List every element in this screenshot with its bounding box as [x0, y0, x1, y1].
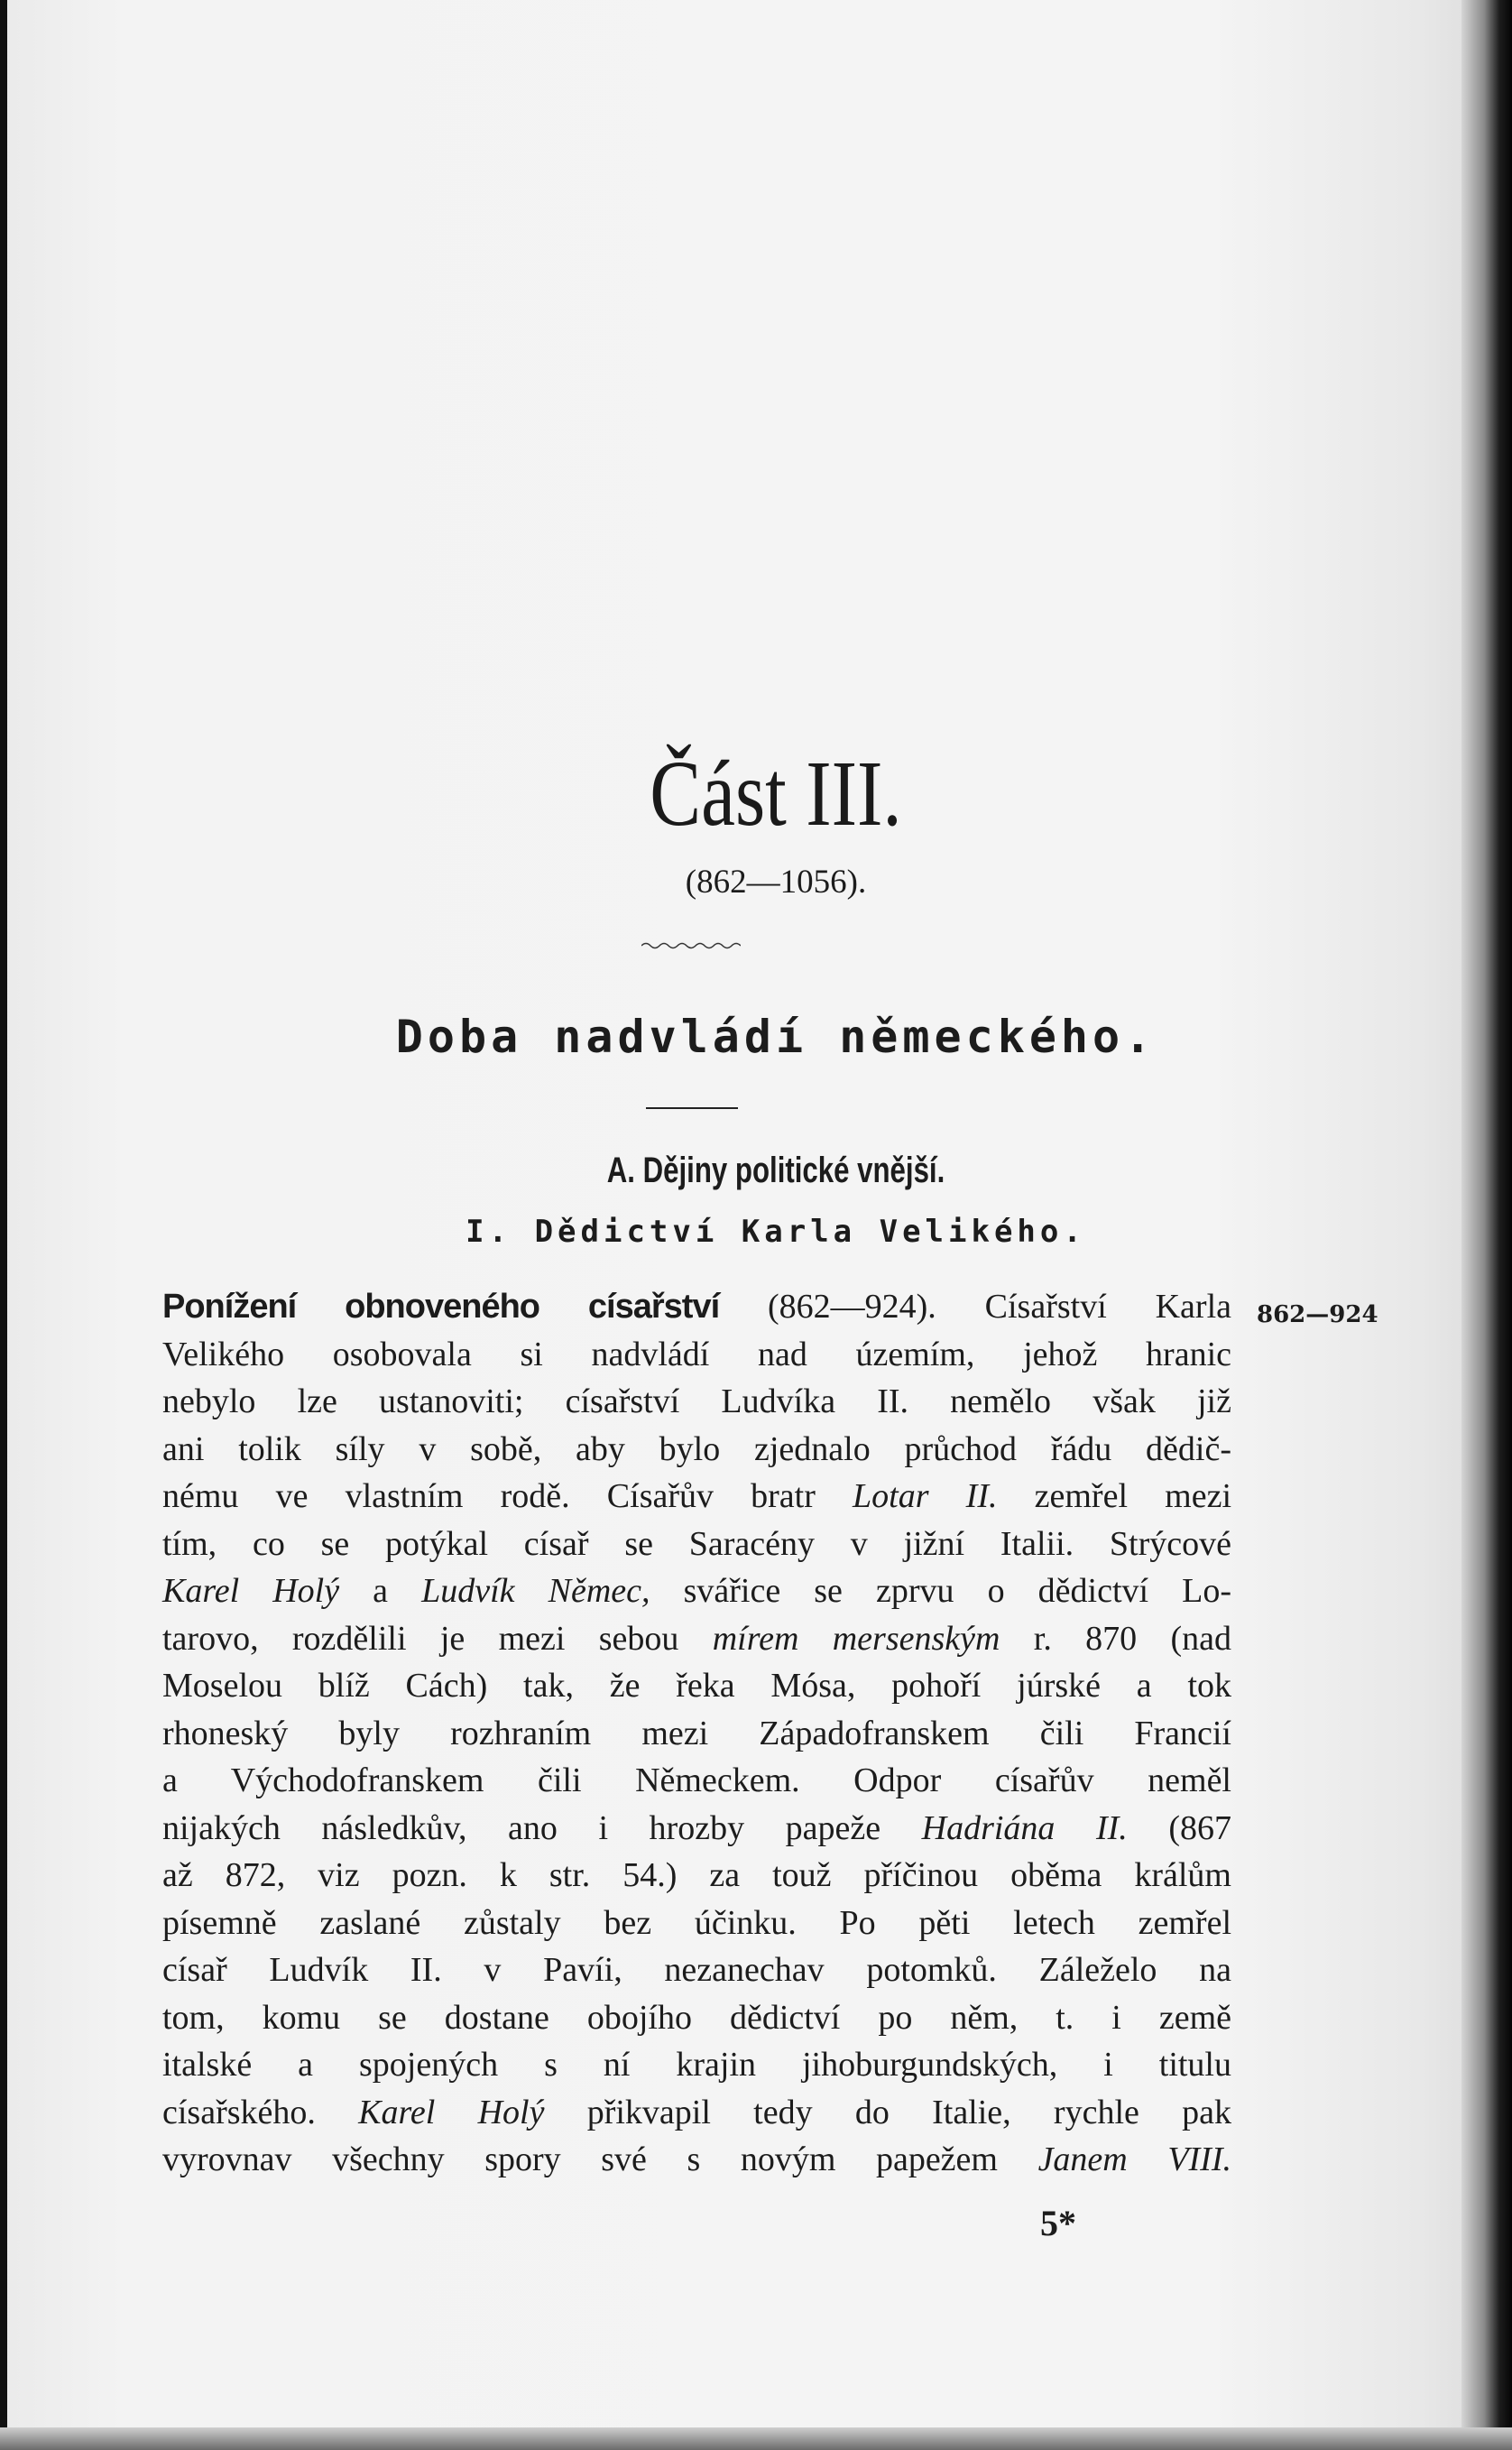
section-divider [646, 1107, 738, 1109]
text-span: vyrovnav všechny spory své s novým papežem [162, 2140, 1038, 2178]
italic-name: Hadriána II. [921, 1808, 1128, 1847]
text-line [162, 1426, 1231, 1474]
text-line [162, 1946, 1231, 1994]
text-line [162, 1662, 1231, 1710]
text-span: nému ve vlastním rodě. Císařův bratr [162, 1477, 853, 1515]
text-line [162, 1521, 1231, 1568]
italic-name: Karel Holý [162, 1572, 340, 1610]
text-span: až 872, viz pozn. k str. 54.) za touž příčinou oběma králům [162, 1856, 1231, 1894]
paragraph-lead: Ponížení obnoveného císařství [162, 1288, 720, 1326]
part-years: (862—1056). [685, 864, 867, 901]
italic-term: mírem mersenským [712, 1619, 1000, 1658]
text-span: svářice se zprvu o dědictví Lo- [650, 1572, 1232, 1610]
text-line [162, 1900, 1231, 1947]
section-heading: A. Dějiny politické vnější. [606, 1151, 945, 1190]
text-line [162, 1473, 1231, 1521]
text-span: a Východofranskem čili Německem. Odpor císařův neměl [162, 1761, 1231, 1799]
italic-name: Janem VIII. [1037, 2140, 1231, 2178]
text-span: zemřel mezi [997, 1477, 1231, 1515]
italic-name: Lotar II. [853, 1477, 998, 1515]
text-span: císařského. [162, 2093, 359, 2131]
text-line [162, 1805, 1231, 1853]
text-span: písemně zaslané zůstaly bez účinku. Po pěti letech zemřel [162, 1903, 1231, 1942]
margin-note: 862—924 [1257, 1301, 1378, 1328]
text-span: Moselou blíž Cách) tak, že řeka Mósa, pohoří júrské a tok [162, 1667, 1231, 1705]
text-line [162, 2136, 1231, 2184]
text-line [162, 1567, 1231, 1615]
text-span: r. 870 (nad [1000, 1619, 1232, 1658]
scan-bottom-edge [0, 2427, 1512, 2450]
text-span: rhoneský byly rozhraním mezi Západofranskem čili Francií [162, 1714, 1231, 1752]
scan-right-edge [1461, 0, 1512, 2450]
italic-name: Karel Holý [358, 2093, 545, 2131]
text-span: tom, komu se dostane obojího dědictví po něm, t. i země [162, 1998, 1231, 2037]
text-span: a [339, 1572, 422, 1610]
text-span: (867 [1127, 1808, 1231, 1847]
text-span: Velikého osobovala si nadvládí nad územím, jehož hranic [162, 1335, 1231, 1373]
part-title: Část III. [650, 742, 902, 846]
text-span: tarovo, rozdělili je mezi sebou [162, 1619, 713, 1658]
text-span: ani tolik síly v sobě, aby bylo zjednalo průchod řádu dědič- [162, 1429, 1231, 1468]
page-number: 5* [1040, 2203, 1076, 2243]
era-title: Doba nadvládí německého. [395, 1011, 1157, 1063]
text-span: nijakých následkův, ano i hrozby papeže [162, 1808, 922, 1847]
text-span: císař Ludvík II. v Pavíi, nezanechav potomků. Záleželo na [162, 1951, 1231, 1989]
subsection-heading: I. Dědictví Karla Velikého. [466, 1214, 1086, 1250]
text-span: (862—924). Císařství Karla [719, 1288, 1231, 1326]
text-line [162, 1710, 1231, 1758]
text-line [162, 1615, 1231, 1663]
italic-name: Ludvík Němec, [421, 1572, 650, 1610]
text-line [162, 2041, 1231, 2089]
wavy-divider [641, 941, 741, 950]
scan-left-edge [0, 0, 7, 2450]
text-line [162, 1757, 1231, 1805]
text-line [162, 2089, 1231, 2137]
text-span: tím, co se potýkal císař se Saracény v jižní Italii. Strýcové [162, 1524, 1231, 1563]
text-line [162, 1331, 1231, 1379]
text-span: nebylo lze ustanoviti; císařství Ludvíka II. nemělo však již [162, 1382, 1231, 1420]
text-line [162, 1994, 1231, 2042]
text-line [162, 1283, 1231, 1331]
body-text [162, 1283, 1231, 2184]
text-line [162, 1378, 1231, 1426]
text-line [162, 1852, 1231, 1900]
text-span: italské a spojených s ní krajin jihoburgundských, i titulu [162, 2046, 1231, 2084]
text-span: přikvapil tedy do Italie, rychle pak [544, 2093, 1231, 2131]
